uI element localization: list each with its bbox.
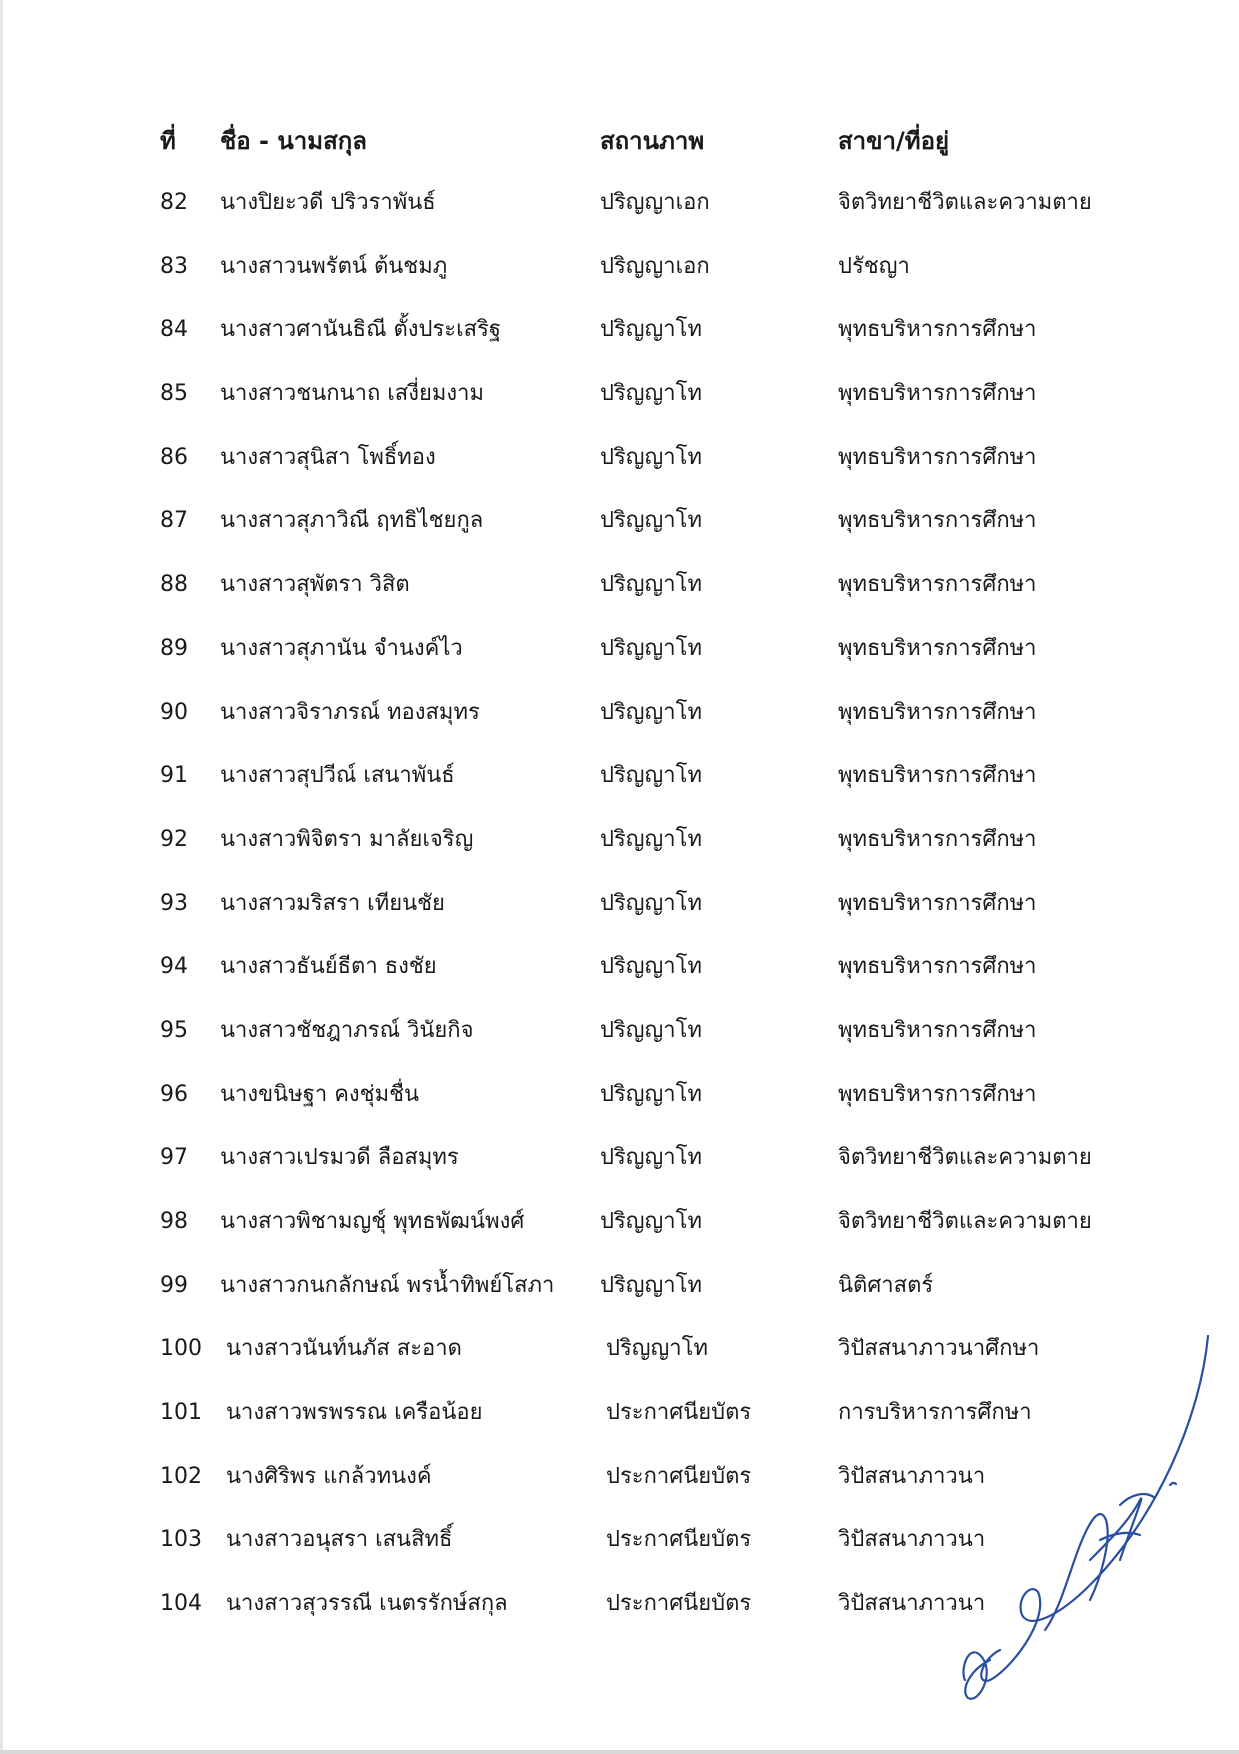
row-status: ปริญญาเอก	[600, 253, 710, 279]
table-row	[160, 1000, 1120, 1064]
row-name: นางสาวสุวรรณี เนตรรักษ์สกุล	[226, 1591, 508, 1617]
table-row	[160, 809, 1120, 873]
row-number: 90	[160, 699, 188, 725]
row-name: นางสาวชนกนาถ เสงี่ยมงาม	[220, 381, 484, 407]
row-name: นางสาวพิจิตรา มาลัยเจริญ	[220, 826, 474, 852]
row-number: 104	[160, 1591, 202, 1617]
row-branch: จิตวิทยาชีวิตและความตาย	[838, 1145, 1092, 1171]
row-branch: วิปัสสนาภาวนา	[838, 1527, 986, 1553]
row-number: 95	[160, 1017, 188, 1043]
row-status: ปริญญาโท	[600, 508, 702, 534]
row-branch: วิปัสสนาภาวนา	[838, 1591, 986, 1617]
row-status: ปริญญาโท	[600, 572, 702, 598]
row-name: นางสาวธันย์ธีตา ธงชัย	[220, 954, 437, 980]
row-name: นางสาวสุพัตรา วิสิต	[220, 572, 410, 598]
table-row	[160, 490, 1120, 554]
row-name: นางสาวกนกลักษณ์ พรน้ำทิพย์โสภา	[220, 1272, 555, 1298]
row-status: ปริญญาโท	[600, 826, 702, 852]
table-row	[160, 1127, 1120, 1191]
row-branch: พุทธบริหารการศึกษา	[838, 890, 1037, 916]
row-name: นางสาวมริสรา เทียนชัย	[220, 890, 445, 916]
row-number: 94	[160, 954, 188, 980]
row-number: 103	[160, 1527, 202, 1553]
table-row	[160, 1191, 1120, 1255]
row-name: นางสาวสุปวีณ์ เสนาพันธ์	[220, 763, 455, 789]
row-branch: พุทธบริหารการศึกษา	[838, 317, 1037, 343]
row-status: ปริญญาโท	[600, 1017, 702, 1043]
row-status: ปริญญาโท	[600, 1081, 702, 1107]
row-status: ปริญญาโท	[600, 954, 702, 980]
row-branch: พุทธบริหารการศึกษา	[838, 826, 1037, 852]
row-number: 88	[160, 572, 188, 598]
row-name: นางสาวเปรมวดี ลือสมุทร	[220, 1145, 459, 1171]
row-number: 93	[160, 890, 188, 916]
row-status: ปริญญาโท	[600, 890, 702, 916]
row-name: นางสาวจิราภรณ์ ทองสมุทร	[220, 699, 480, 725]
row-status: ปริญญาโท	[600, 699, 702, 725]
row-status: ปริญญาโท	[600, 381, 702, 407]
row-branch: พุทธบริหารการศึกษา	[838, 1017, 1037, 1043]
row-number: 89	[160, 635, 188, 661]
row-branch: วิปัสสนาภาวนา	[838, 1463, 986, 1489]
row-number: 86	[160, 444, 188, 470]
table-row	[160, 1064, 1120, 1128]
row-number: 96	[160, 1081, 188, 1107]
row-branch: พุทธบริหารการศึกษา	[838, 444, 1037, 470]
row-name: นางสาวสุนิสา โพธิ์ทอง	[220, 444, 436, 470]
table-row	[160, 236, 1120, 300]
table-row	[160, 618, 1120, 682]
row-number: 91	[160, 763, 188, 789]
row-status: ปริญญาโท	[600, 1272, 702, 1298]
row-branch: พุทธบริหารการศึกษา	[838, 954, 1037, 980]
row-number: 97	[160, 1145, 188, 1171]
table-row	[160, 873, 1120, 937]
row-branch: การบริหารการศึกษา	[838, 1400, 1032, 1426]
table-row	[160, 1255, 1120, 1319]
header-status: สถานภาพ	[600, 127, 705, 155]
row-status: ประกาศนียบัตร	[606, 1463, 752, 1489]
handwritten-signature	[950, 1330, 1220, 1710]
page-bottom-edge	[0, 1750, 1239, 1754]
row-name: นางสาวอนุสรา เสนสิทธิ์	[226, 1527, 453, 1553]
row-name: นางสาวสุภานัน จำนงค์ไว	[220, 635, 463, 661]
row-branch: พุทธบริหารการศึกษา	[838, 572, 1037, 598]
row-status: ปริญญาโท	[600, 444, 702, 470]
row-name: นางสาวชัชฎาภรณ์ วินัยกิจ	[220, 1017, 474, 1043]
row-status: ปริญญาโท	[600, 1145, 702, 1171]
row-name: นางศิริพร แกล้วทนงค์	[226, 1463, 432, 1489]
table-row	[160, 172, 1120, 236]
row-name: นางปิยะวดี ปริวราพันธ์	[220, 190, 436, 215]
row-number: 100	[160, 1336, 202, 1362]
row-status: ปริญญาโท	[600, 1209, 702, 1234]
row-branch: พุทธบริหารการศึกษา	[838, 763, 1037, 789]
row-branch: ปรัชญา	[838, 253, 910, 279]
table-row	[160, 936, 1120, 1000]
table-header-row	[160, 110, 1120, 172]
table-row	[160, 554, 1120, 618]
row-status: ประกาศนียบัตร	[606, 1591, 752, 1617]
table-row	[160, 682, 1120, 746]
table-row	[160, 427, 1120, 491]
row-name: นางสาวพิชามญชุ์ พุทธพัฒน์พงศ์	[220, 1209, 525, 1234]
row-number: 101	[160, 1400, 202, 1426]
row-name: นางสาวพรพรรณ เครือน้อย	[226, 1400, 483, 1426]
row-branch: วิปัสสนาภาวนาศึกษา	[838, 1336, 1040, 1362]
row-number: 99	[160, 1272, 188, 1298]
table-row	[160, 745, 1120, 809]
row-number: 98	[160, 1209, 188, 1234]
row-number: 102	[160, 1463, 202, 1489]
row-name: นางสาวสุภาวิณี ฤทธิไชยกูล	[220, 508, 484, 534]
row-status: ปริญญาโท	[600, 635, 702, 661]
page-left-edge	[0, 0, 3, 1754]
row-number: 84	[160, 317, 188, 343]
row-name: นางขนิษฐา คงชุ่มชื่น	[220, 1081, 420, 1107]
row-branch: พุทธบริหารการศึกษา	[838, 635, 1037, 661]
table-row	[160, 363, 1120, 427]
header-branch: สาขา/ที่อยู่	[838, 127, 950, 155]
row-branch: จิตวิทยาชีวิตและความตาย	[838, 190, 1092, 215]
row-status: ปริญญาโท	[600, 763, 702, 789]
row-branch: พุทธบริหารการศึกษา	[838, 381, 1037, 407]
row-number: 87	[160, 508, 188, 534]
row-name: นางสาวนพรัตน์ ต้นชมภู	[220, 253, 448, 279]
row-number: 82	[160, 190, 188, 215]
row-status: ปริญญาเอก	[600, 190, 710, 215]
row-number: 85	[160, 381, 188, 407]
row-branch: จิตวิทยาชีวิตและความตาย	[838, 1209, 1092, 1234]
row-branch: พุทธบริหารการศึกษา	[838, 508, 1037, 534]
row-branch: นิติศาสตร์	[838, 1272, 934, 1298]
row-status: ประกาศนียบัตร	[606, 1400, 752, 1426]
header-number: ที่	[160, 127, 176, 155]
header-name: ชื่อ - นามสกุล	[220, 127, 367, 155]
row-status: ประกาศนียบัตร	[606, 1527, 752, 1553]
row-number: 92	[160, 826, 188, 852]
row-branch: พุทธบริหารการศึกษา	[838, 699, 1037, 725]
row-branch: พุทธบริหารการศึกษา	[838, 1081, 1037, 1107]
row-status: ปริญญาโท	[600, 317, 702, 343]
row-name: นางสาวนันท์นภัส สะอาด	[226, 1336, 462, 1362]
table-row	[160, 299, 1120, 363]
row-status: ปริญญาโท	[606, 1336, 708, 1362]
row-name: นางสาวศานันธิณี ตั้งประเสริฐ	[220, 317, 502, 343]
row-number: 83	[160, 253, 188, 279]
